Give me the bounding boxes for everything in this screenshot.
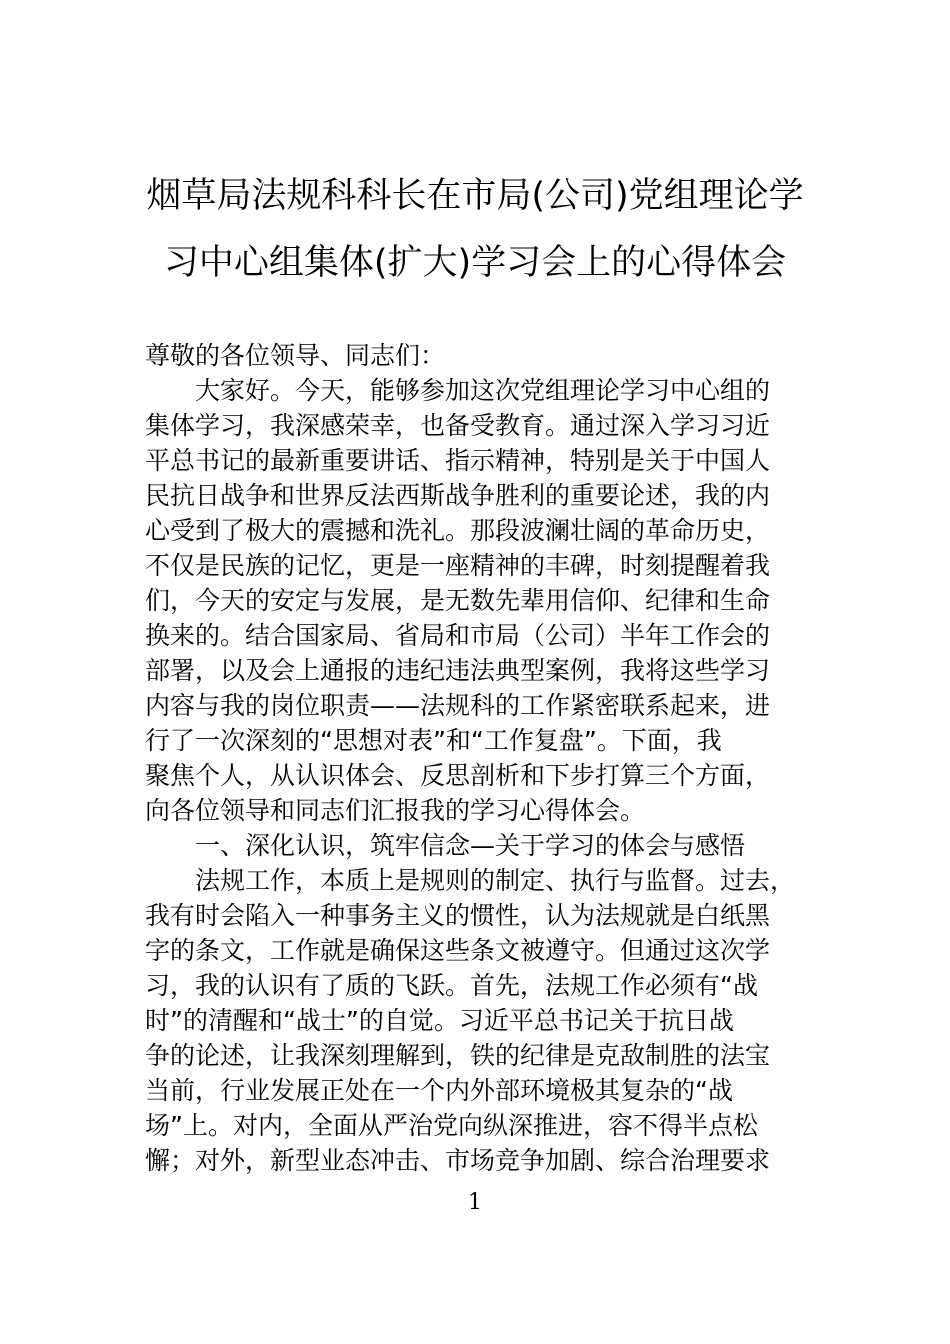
body-line: 争的论述，让我深刻理解到，铁的纪律是克敌制胜的法宝 bbox=[145, 1041, 771, 1070]
body-line: 行了一次深刻的“思想对表”和“工作复盘”。下面，我 bbox=[145, 726, 722, 755]
page-number: 1 bbox=[468, 1190, 482, 1215]
body-line: 集体学习，我深感荣幸，也备受教育。通过深入学习习近 bbox=[145, 411, 771, 440]
body-line: 大家好。今天，能够参加这次党组理论学习中心组的 bbox=[145, 376, 771, 405]
body-line: 内容与我的岗位职责——法规科的工作紧密联系起来，进 bbox=[145, 691, 771, 720]
body-line: 习，我的认识有了质的飞跃。首先，法规工作必须有“战 bbox=[145, 971, 758, 1000]
body-line: 换来的。结合国家局、省局和市局（公司）半年工作会的 bbox=[145, 621, 771, 650]
body-line: 我有时会陷入一种事务主义的惯性，认为法规就是白纸黑 bbox=[145, 901, 771, 930]
body-line: 平总书记的最新重要讲话、指示精神，特别是关于中国人 bbox=[145, 446, 771, 475]
body-line: 当前，行业发展正处在一个内外部环境极其复杂的“战 bbox=[145, 1076, 733, 1105]
body-line: 不仅是民族的记忆，更是一座精神的丰碑，时刻提醒着我 bbox=[145, 551, 771, 580]
section-heading: 一、深化认识，筑牢信念—关于学习的体会与感悟 bbox=[145, 831, 746, 860]
body-line: 向各位领导和同志们汇报我的学习心得体会。 bbox=[145, 796, 646, 825]
document-title-line-1: 烟草局法规科科长在市局(公司)党组理论学 bbox=[146, 176, 804, 216]
body-line: 法规工作，本质上是规则的制定、执行与监督。过去， bbox=[145, 866, 796, 895]
body-line: 懈；对外，新型业态冲击、市场竞争加剧、综合治理要求 bbox=[145, 1146, 771, 1175]
body-line: 字的条文，工作就是确保这些条文被遵守。但通过这次学 bbox=[145, 936, 771, 965]
body-line: 心受到了极大的震撼和洗礼。那段波澜壮阔的革命历史， bbox=[145, 516, 771, 545]
body-line: 们，今天的安定与发展，是无数先辈用信仰、纪律和生命 bbox=[145, 586, 771, 615]
document-title-line-2: 习中心组集体(扩大)学习会上的心得体会 bbox=[163, 243, 787, 283]
body-line: 时”的清醒和“战士”的自觉。习近平总书记关于抗日战 bbox=[145, 1006, 734, 1035]
salutation: 尊敬的各位领导、同志们： bbox=[145, 341, 446, 370]
body-line: 部署，以及会上通报的违纪违法典型案例，我将这些学习 bbox=[145, 656, 771, 685]
body-line: 场”上。对内，全面从严治党向纵深推进，容不得半点松 bbox=[145, 1111, 758, 1140]
document-body bbox=[145, 338, 825, 1178]
body-line: 聚焦个人，从认识体会、反思剖析和下步打算三个方面， bbox=[145, 761, 771, 790]
body-line: 民抗日战争和世界反法西斯战争胜利的重要论述，我的内 bbox=[145, 481, 771, 510]
